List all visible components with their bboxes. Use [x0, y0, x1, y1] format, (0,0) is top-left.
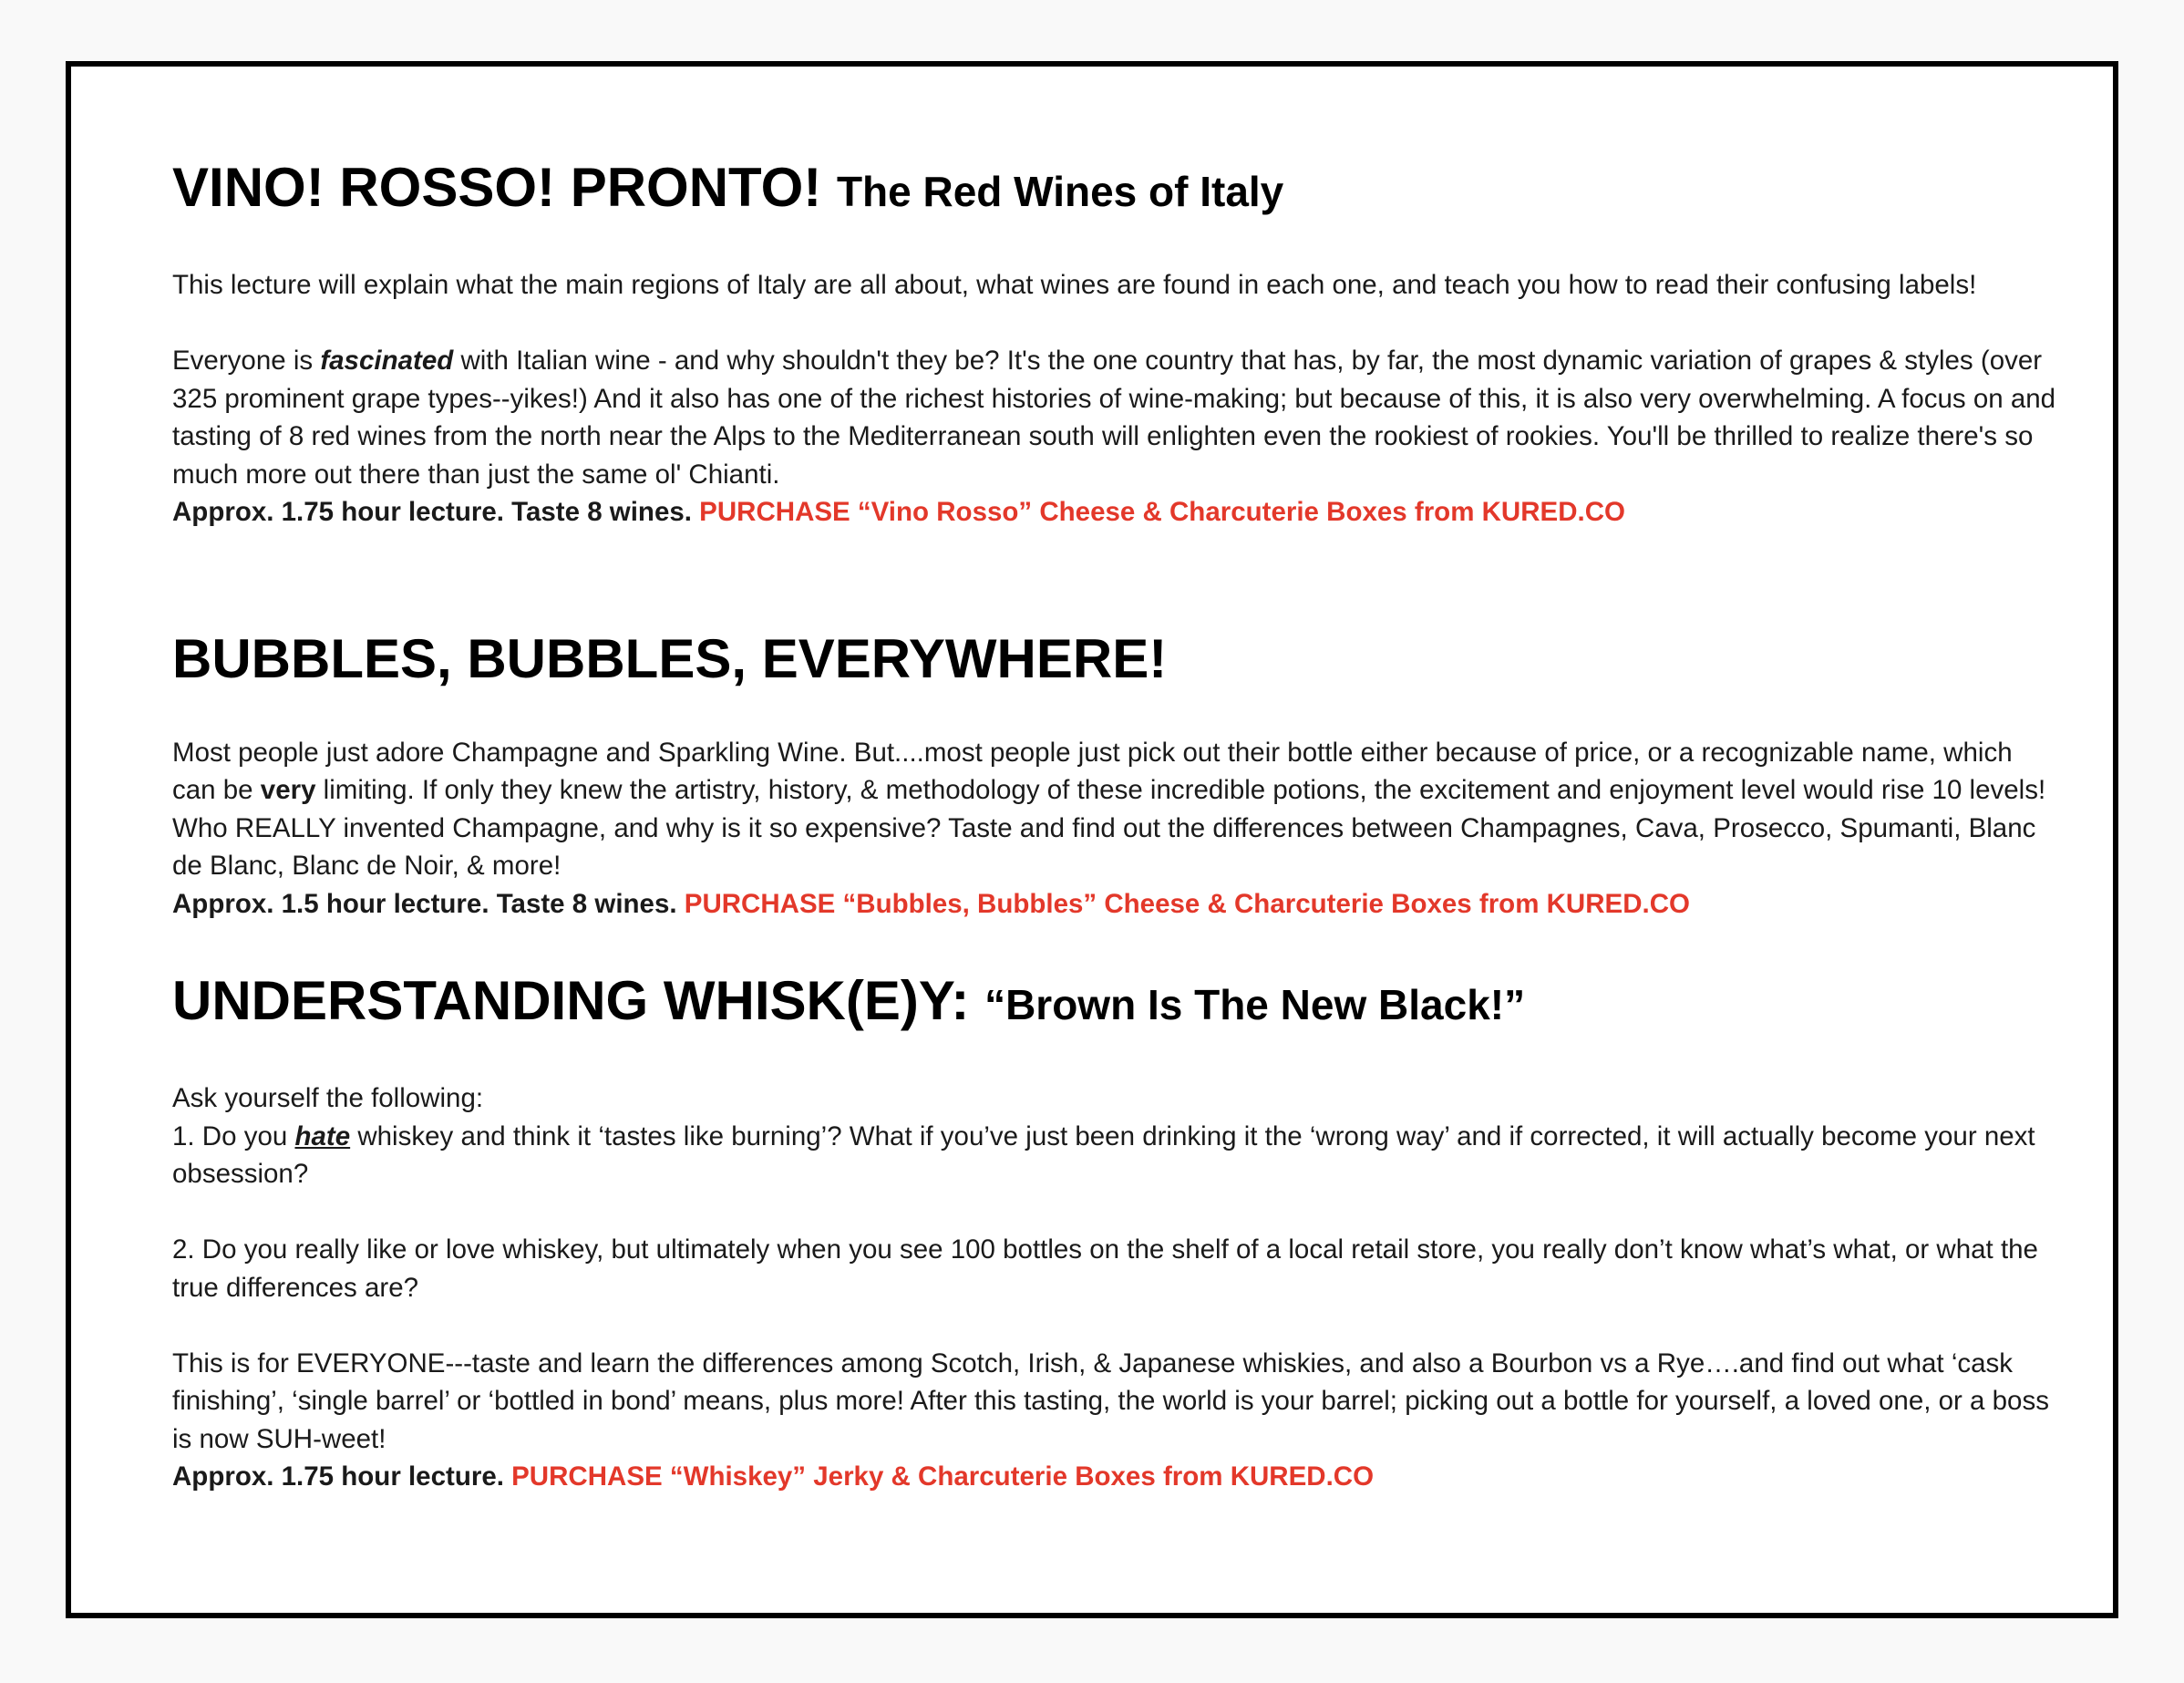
- emphasis-text: hate: [294, 1120, 351, 1151]
- question-2: 2. Do you really like or love whiskey, but ultimately when you see 100 bottles on the shelf of a local retail store, you really don’t know what’s what, or what the true differences are?: [172, 1234, 2038, 1303]
- purchase-link-vino-rosso[interactable]: PURCHASE “Vino Rosso” Cheese & Charcuterie Boxes from KURED.CO: [699, 497, 1625, 527]
- lecture-info: Approx. 1.5 hour lecture. Taste 8 wines.: [172, 888, 685, 919]
- question-1: 1. Do you hate whiskey and think it ‘tastes like burning’? What if you’ve just been drinking it the ‘wrong way’ and if corrected, it will actually become your next obsession?: [172, 1120, 2035, 1189]
- section-title-vino-rosso: [172, 146, 2059, 233]
- section-body: Most people just adore Champagne and Sparkling Wine. But....most people just pick out their bottle either because of price, or a recognizable name, which can be very limiting. If only they knew the artistry, history, & methodology of these incredible potions, the excitement and enjoyment level would rise 10 levels! Who REALLY invented Champagne, and why is it so expensive? Taste and find out the differences between Champagnes, Cava, Prosecco, Spumanti, Blanc de Blanc, Blanc de Noir, & more!: [172, 737, 2046, 881]
- lecture-info: Approx. 1.75 hour lecture. Taste 8 wines.: [172, 497, 700, 527]
- content: [172, 146, 2059, 1496]
- emphasis-text: fascinated: [320, 346, 454, 376]
- ask-line: Ask yourself the following:: [172, 1083, 484, 1113]
- section-footer: [172, 1458, 2059, 1496]
- lecture-info: Approx. 1.75 hour lecture.: [172, 1461, 512, 1492]
- emphasis-text: very: [260, 775, 316, 805]
- section-footer: [172, 493, 2059, 532]
- section-intro: This lecture will explain what the main regions of Italy are all about, what wines are found in each one, and teach you how to read their confusing labels!: [172, 270, 1977, 300]
- section-title-whiskey: [172, 959, 2059, 1047]
- section-body: Everyone is fascinated with Italian wine - and why shouldn't they be? It's the one country that has, by far, the most dynamic variation of grapes & styles (over 325 prominent grape types--yikes!) And it also has one of the richest histories of wine-making; but because of this, it is also very overwhelming. A focus on and tasting of 8 red wines from the north near the Alps to the Mediterranean south will enlighten even the rookiest of rookies. You'll be thrilled to realize there's so much more out there than just the same ol' Chianti.: [172, 346, 2056, 490]
- title-main: UNDERSTANDING WHISK(E)Y:: [172, 970, 970, 1031]
- section-footer: [172, 885, 2059, 924]
- purchase-link-bubbles[interactable]: PURCHASE “Bubbles, Bubbles” Cheese & Charcuterie Boxes from KURED.CO: [684, 888, 1690, 919]
- title-sub: “Brown Is The New Black!”: [984, 981, 1526, 1028]
- purchase-link-whiskey[interactable]: PURCHASE “Whiskey” Jerky & Charcuterie Boxes from KURED.CO: [511, 1461, 1375, 1492]
- section-body: This is for EVERYONE---taste and learn the differences among Scotch, Irish, & Japanese whiskies, and also a Bourbon vs a Rye….and find out what ‘cask finishing’, ‘single barrel’ or ‘bottled in bond’ means, plus more! After this tasting, the world is your barrel; picking out a bottle for yourself, a loved one, or a boss is now SUH-weet!: [172, 1347, 2049, 1454]
- title-sub: The Red Wines of Italy: [836, 168, 1284, 215]
- title-main: VINO! ROSSO! PRONTO!: [172, 157, 822, 218]
- section-title-bubbles: BUBBLES, BUBBLES, EVERYWHERE!: [172, 627, 1168, 689]
